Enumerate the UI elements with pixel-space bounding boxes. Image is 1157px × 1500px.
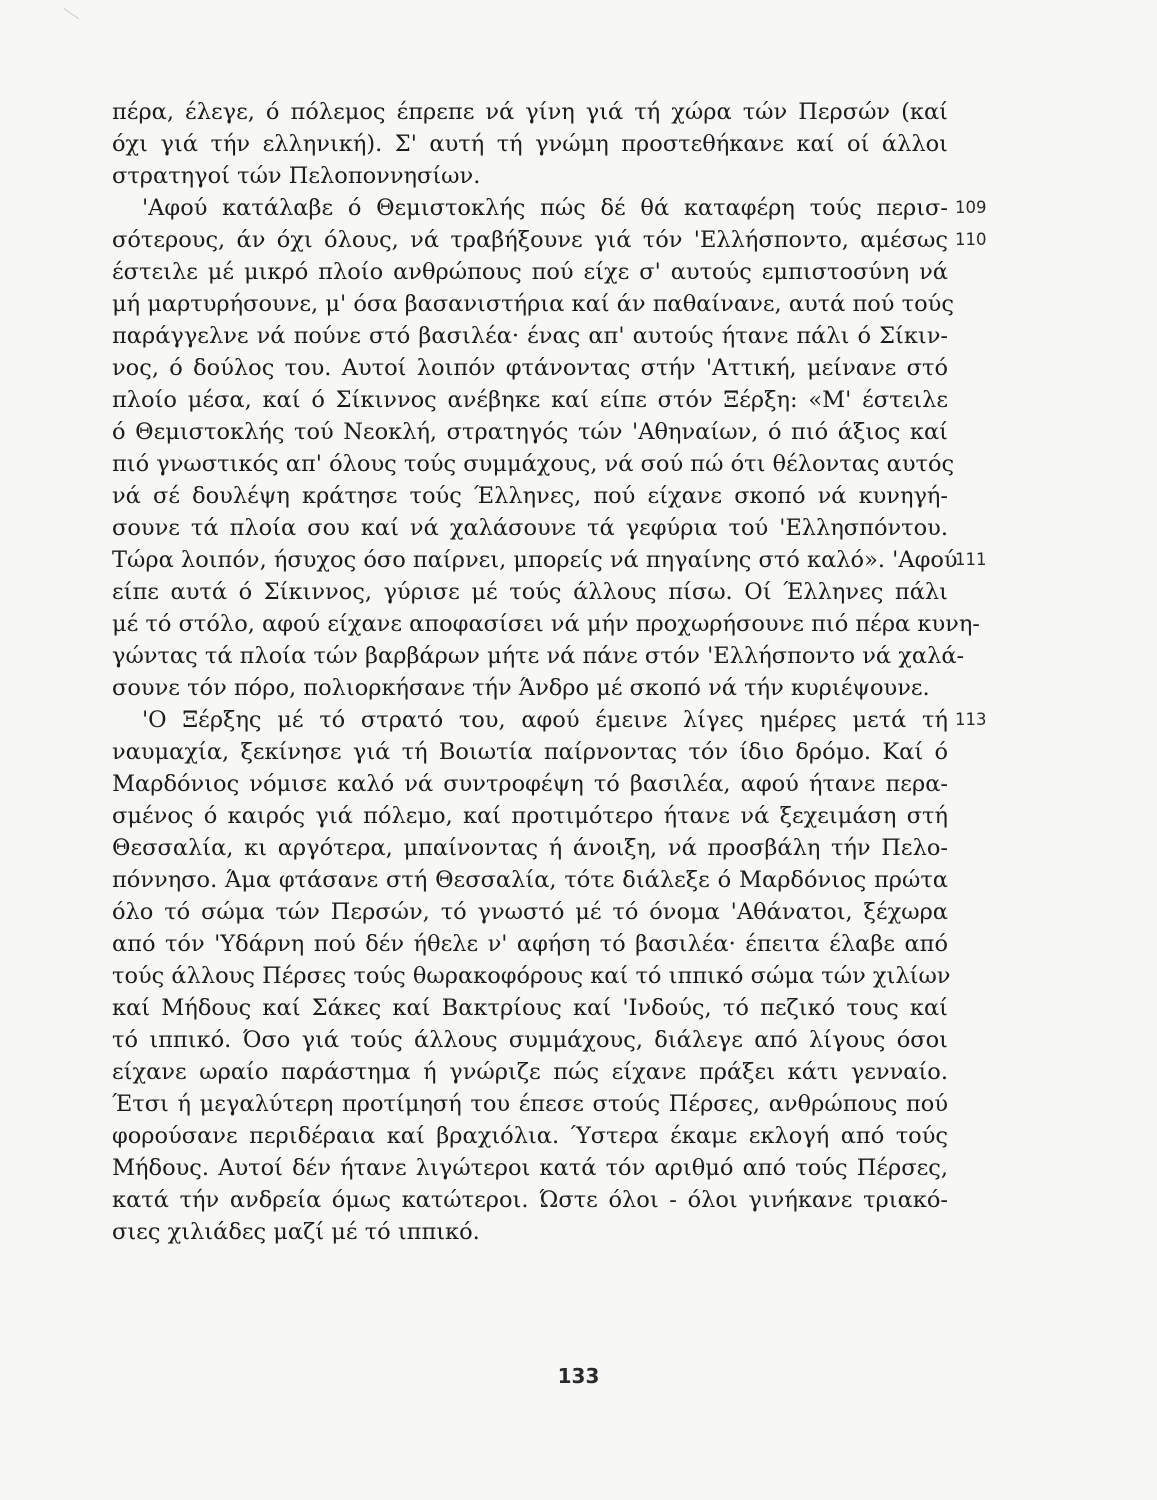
text-line: Μήδους. Αυτοί δέν ήτανε λιγώτεροι κατά τόν αριθμό από τούς Πέρσες, — [112, 1155, 948, 1181]
text-line: γώντας τά πλοία τών βαρβάρων μήτε νά πάνε στόν 'Ελλήσποντο νά χαλά- — [112, 643, 965, 669]
text-line: νά σέ δουλέψη κράτησε τούς Έλληνες, πού είχανε σκοπό νά κυνηγή- — [112, 483, 948, 509]
margin-line-number: 110 — [955, 230, 987, 249]
text-line: ναυμαχία, ξεκίνησε γιά τή Βοιωτία παίρνοντας τόν ίδιο δρόμο. Καί ό — [112, 739, 948, 765]
text-line: πλοίο μέσα, καί ό Σίκιννος ανέβηκε καί είπε στόν Ξέρξη: «Μ' έστειλε — [112, 387, 948, 413]
text-line: τούς άλλους Πέρσες τούς θωρακοφόρους καί τό ιππικό σώμα τών χιλίων — [112, 963, 951, 989]
text-line: όχι γιά τήν ελληνική). Σ' αυτή τή γνώμη προστεθήκανε καί οί άλλοι — [112, 131, 948, 157]
margin-line-number: 113 — [955, 710, 987, 729]
text-line: στρατηγοί τών Πελοποννησίων. — [112, 163, 481, 189]
text-line: πιό γνωστικός απ' όλους τούς συμμάχους, νά σού πώ ότι θέλοντας αυτός — [112, 451, 955, 477]
text-line: Έτσι ή μεγαλύτερη προτίμησή του έπεσε στούς Πέρσες, ανθρώπους πού — [112, 1091, 948, 1117]
text-line: πόννησο. Άμα φτάσανε στή Θεσσαλία, τότε διάλεξε ό Μαρδόνιος πρώτα — [112, 867, 948, 893]
text-line: Τώρα λοιπόν, ήσυχος όσο παίρνει, μπορείς νά πηγαίνης στό καλό». 'Αφού — [112, 547, 958, 573]
text-line: πέρα, έλεγε, ό πόλεμος έπρεπε νά γίνη γιά τή χώρα τών Περσών (καί — [112, 99, 948, 125]
text-line: είχανε ωραίο παράστημα ή γνώριζε πώς είχανε πράξει κάτι γενναίο. — [112, 1059, 948, 1085]
text-line: από τόν 'Υδάρνη πού δέν ήθελε ν' αφήση τό βασιλέα· έπειτα έλαβε από — [112, 931, 948, 957]
text-line: είπε αυτά ό Σίκιννος, γύρισε μέ τούς άλλους πίσω. Οί Έλληνες πάλι — [112, 579, 948, 605]
text-line: σιες χιλιάδες μαζί μέ τό ιππικό. — [112, 1219, 480, 1245]
text-line: όλο τό σώμα τών Περσών, τό γνωστό μέ τό όνομα 'Αθάνατοι, ξέχωρα — [112, 899, 948, 925]
text-line: νος, ό δούλος του. Αυτοί λοιπόν φτάνοντας στήν 'Αττική, μείνανε στό — [112, 355, 948, 381]
text-line: τό ιππικό. Όσο γιά τούς άλλους συμμάχους, διάλεγε από λίγους όσοι — [112, 1027, 948, 1053]
text-line: φορούσανε περιδέραια καί βραχιόλια. Ύστερα έκαμε εκλογή από τούς — [112, 1123, 948, 1149]
text-line: Θεσσαλία, κι αργότερα, μπαίνοντας ή άνοιξη, νά προσβάλη τήν Πελο- — [112, 835, 948, 861]
text-line: σμένος ό καιρός γιά πόλεμο, καί προτιμότερο ήτανε νά ξεχειμάση στή — [112, 803, 948, 829]
margin-line-number: 109 — [955, 198, 987, 217]
text-line: Μαρδόνιος νόμισε καλό νά συντροφέψη τό βασιλέα, αφού ήτανε περα- — [112, 771, 948, 797]
text-line: 'Ο Ξέρξης μέ τό στρατό του, αφού έμεινε λίγες ημέρες μετά τή — [142, 707, 948, 733]
margin-line-number: 111 — [955, 550, 987, 569]
text-line: μέ τό στόλο, αφού είχανε αποφασίσει νά μήν προχωρήσουνε πιό πέρα κυνη- — [112, 611, 980, 637]
text-line: μή μαρτυρήσουνε, μ' όσα βασανιστήρια καί άν παθαίνανε, αυτά πού τούς — [112, 291, 954, 317]
text-line: σουνε τά πλοία σου καί νά χαλάσουνε τά γεφύρια τού 'Ελλησπόντου. — [112, 515, 948, 541]
corner-mark — [64, 8, 79, 19]
text-line: κατά τήν ανδρεία όμως κατώτεροι. Ώστε όλοι - όλοι γινήκανε τριακό- — [112, 1187, 948, 1213]
text-line: 'Αφού κατάλαβε ό Θεμιστοκλής πώς δέ θά καταφέρη τούς περισ- — [142, 195, 948, 221]
page-number: 133 — [557, 1364, 600, 1388]
text-line: ό Θεμιστοκλής τού Νεοκλή, στρατηγός τών 'Αθηναίων, ό πιό άξιος καί — [112, 419, 948, 445]
text-line: καί Μήδους καί Σάκες καί Βακτρίους καί 'Ινδούς, τό πεζικό τους καί — [112, 995, 948, 1021]
text-line: παράγγελνε νά πούνε στό βασιλέα· ένας απ' αυτούς ήτανε πάλι ό Σίκιν- — [112, 323, 948, 349]
text-line: έστειλε μέ μικρό πλοίο ανθρώπους πού είχε σ' αυτούς εμπιστοσύνη νά — [112, 259, 948, 285]
text-line: σότερους, άν όχι όλους, νά τραβήξουνε γιά τόν 'Ελλήσποντο, αμέσως — [112, 227, 948, 253]
text-line: σουνε τόν πόρο, πολιορκήσανε τήν Άνδρο μέ σκοπό νά τήν κυριέψουνε. — [112, 675, 930, 701]
